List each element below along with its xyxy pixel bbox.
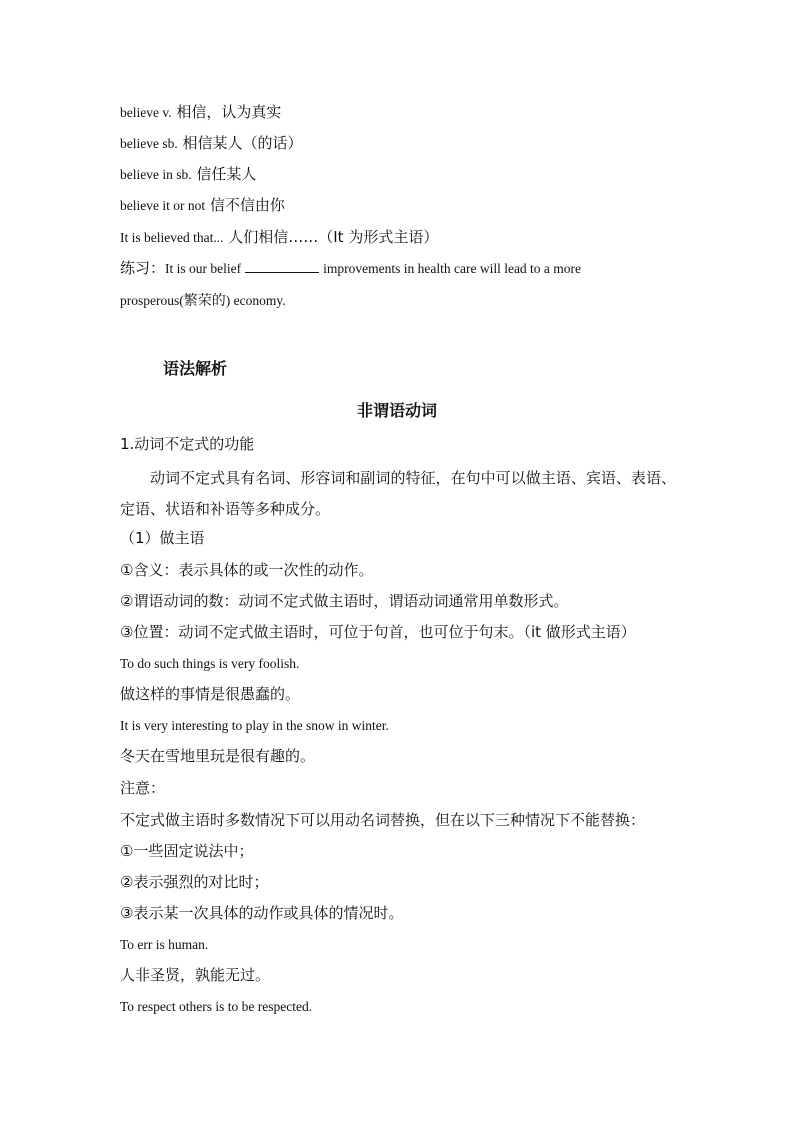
- vocab-zh: 信不信由你: [205, 196, 285, 214]
- vocab-en: It is believed that...: [120, 230, 224, 245]
- intro-paragraph: 动词不定式具有名词、形容词和副词的特征，在句中可以做主语、宾语、表语、定语、状语和补语等多种成分。: [120, 469, 676, 518]
- vocab-line-1: [120, 102, 281, 123]
- exercise-line-1: [120, 258, 581, 279]
- point-2: ②谓语动词的数：动词不定式做主语时，谓语动词通常用单数形式。: [120, 592, 569, 610]
- case-2: ②表示强烈的对比时；: [120, 873, 269, 891]
- vocab-line-3: [120, 164, 256, 185]
- case-1: ①一些固定说法中；: [120, 842, 254, 860]
- case-3: ③表示某一次具体的动作或具体的情况时。: [120, 904, 404, 922]
- exercise-blank[interactable]: [245, 260, 319, 273]
- vocab-line-2: [120, 133, 303, 154]
- vocab-zh: 相信某人（的话）: [177, 134, 303, 152]
- exercise-text-before: It is our belief: [165, 261, 242, 276]
- vocab-zh: 人们相信……（It 为形式主语）: [223, 228, 439, 246]
- point-1: ①含义：表示具体的或一次性的动作。: [120, 561, 374, 579]
- example-4-en: To respect others is to be respected.: [120, 999, 313, 1014]
- exercise-word: prosperous(: [120, 293, 184, 308]
- exercise-label: 练习：: [120, 259, 166, 277]
- example-3-en: To err is human.: [120, 937, 209, 952]
- exercise-text-after: improvements in health care will lead to a more: [323, 261, 582, 276]
- subheading-2: （1）做主语: [120, 529, 205, 547]
- vocab-en: believe it or not: [120, 198, 206, 213]
- vocab-zh: 信任某人: [191, 165, 257, 183]
- vocab-line-5: [120, 227, 438, 248]
- point-3: ③位置：动词不定式做主语时，可位于句首，也可位于句末。（it 做形式主语）: [120, 623, 636, 641]
- vocab-zh: 相信，认为真实: [171, 103, 282, 121]
- subheading-1: 1.动词不定式的功能: [120, 435, 255, 453]
- vocab-line-4: [120, 195, 285, 216]
- vocab-en: believe v.: [120, 105, 172, 120]
- exercise-line-2: [120, 290, 286, 311]
- vocab-en: believe in sb.: [120, 167, 192, 182]
- example-2-zh: 冬天在雪地里玩是很有趣的。: [120, 747, 316, 765]
- example-2-en: It is very interesting to play in the snow in winter.: [120, 718, 389, 733]
- exercise-gloss: 繁荣的: [183, 293, 226, 309]
- vocab-en: believe sb.: [120, 136, 178, 151]
- example-1-en: To do such things is very foolish.: [120, 656, 300, 671]
- example-1-zh: 做这样的事情是很愚蠢的。: [120, 685, 301, 703]
- exercise-word-end: ) economy.: [225, 293, 286, 308]
- example-3-zh: 人非圣贤，孰能无过。: [120, 966, 271, 984]
- page-title: 非谓语动词: [356, 401, 437, 420]
- section-heading: 语法解析: [163, 359, 228, 378]
- note-label: 注意：: [120, 779, 166, 797]
- note-text: 不定式做主语时多数情况下可以用动名词替换，但在以下三种情况下不能替换：: [120, 811, 646, 829]
